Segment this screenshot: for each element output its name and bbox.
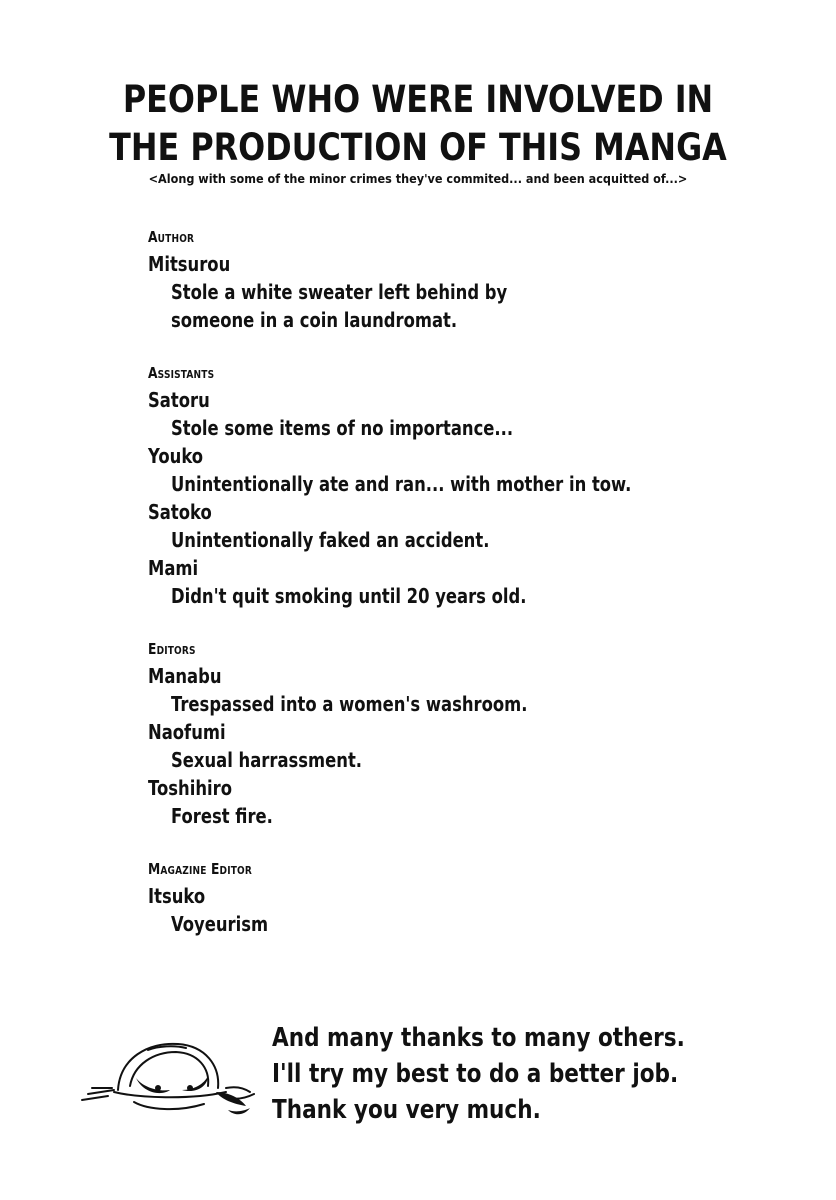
person-crime: Stole a white sweater left behind by someone in a coin laundromat. <box>170 280 508 332</box>
subtitle: <Along with some of the minor crimes they've commited... and been acquitted of...> <box>148 171 688 186</box>
person-crime: Voyeurism <box>170 912 269 936</box>
page-title-line-1: PEOPLE WHO WERE INVOLVED IN <box>122 78 714 121</box>
credit-entry <box>148 250 768 334</box>
person-name: Satoru <box>148 388 210 412</box>
credit-entry <box>148 498 768 554</box>
person-crime: Sexual harrassment. <box>170 748 363 772</box>
credit-entry <box>148 554 768 610</box>
page-title-line-2: THE PRODUCTION OF THIS MANGA <box>109 126 727 169</box>
person-name: Itsuko <box>148 884 206 908</box>
person-crime: Didn't quit smoking until 20 years old. <box>170 584 527 608</box>
section-author <box>148 224 768 334</box>
person-crime: Forest fire. <box>170 804 273 828</box>
person-crime: Unintentionally faked an accident. <box>170 528 490 552</box>
credits-list <box>148 224 768 964</box>
person-name: Manabu <box>148 664 222 688</box>
person-crime: Unintentionally ate and ran... with mother in tow. <box>170 472 632 496</box>
page-title <box>59 76 778 172</box>
section-magazine-editor <box>148 856 768 938</box>
person-crime: Trespassed into a women's washroom. <box>170 692 528 716</box>
credit-entry <box>148 662 768 718</box>
thanks-line-3: Thank you very much. <box>272 1095 541 1125</box>
bowing-figure-icon <box>78 1028 258 1118</box>
person-name: Satoko <box>148 500 212 524</box>
role-heading: Author <box>148 228 195 246</box>
credit-entry <box>148 718 768 774</box>
thanks-message <box>272 1020 792 1128</box>
section-editors <box>148 636 768 830</box>
credit-entry <box>148 386 768 442</box>
person-name: Mitsurou <box>148 252 231 276</box>
person-crime: Stole some items of no importance... <box>170 416 514 440</box>
credit-entry <box>148 774 768 830</box>
credit-entry <box>148 442 768 498</box>
thanks-line-1: And many thanks to many others. <box>272 1023 685 1053</box>
section-assistants <box>148 360 768 610</box>
role-heading: Assistants <box>148 364 215 382</box>
role-heading: Editors <box>148 640 196 658</box>
person-name: Mami <box>148 556 199 580</box>
credit-entry <box>148 882 768 938</box>
person-name: Naofumi <box>148 720 226 744</box>
person-name: Toshihiro <box>148 776 232 800</box>
role-heading: Magazine Editor <box>148 860 252 878</box>
thanks-line-2: I'll try my best to do a better job. <box>272 1059 679 1089</box>
person-name: Youko <box>148 444 204 468</box>
